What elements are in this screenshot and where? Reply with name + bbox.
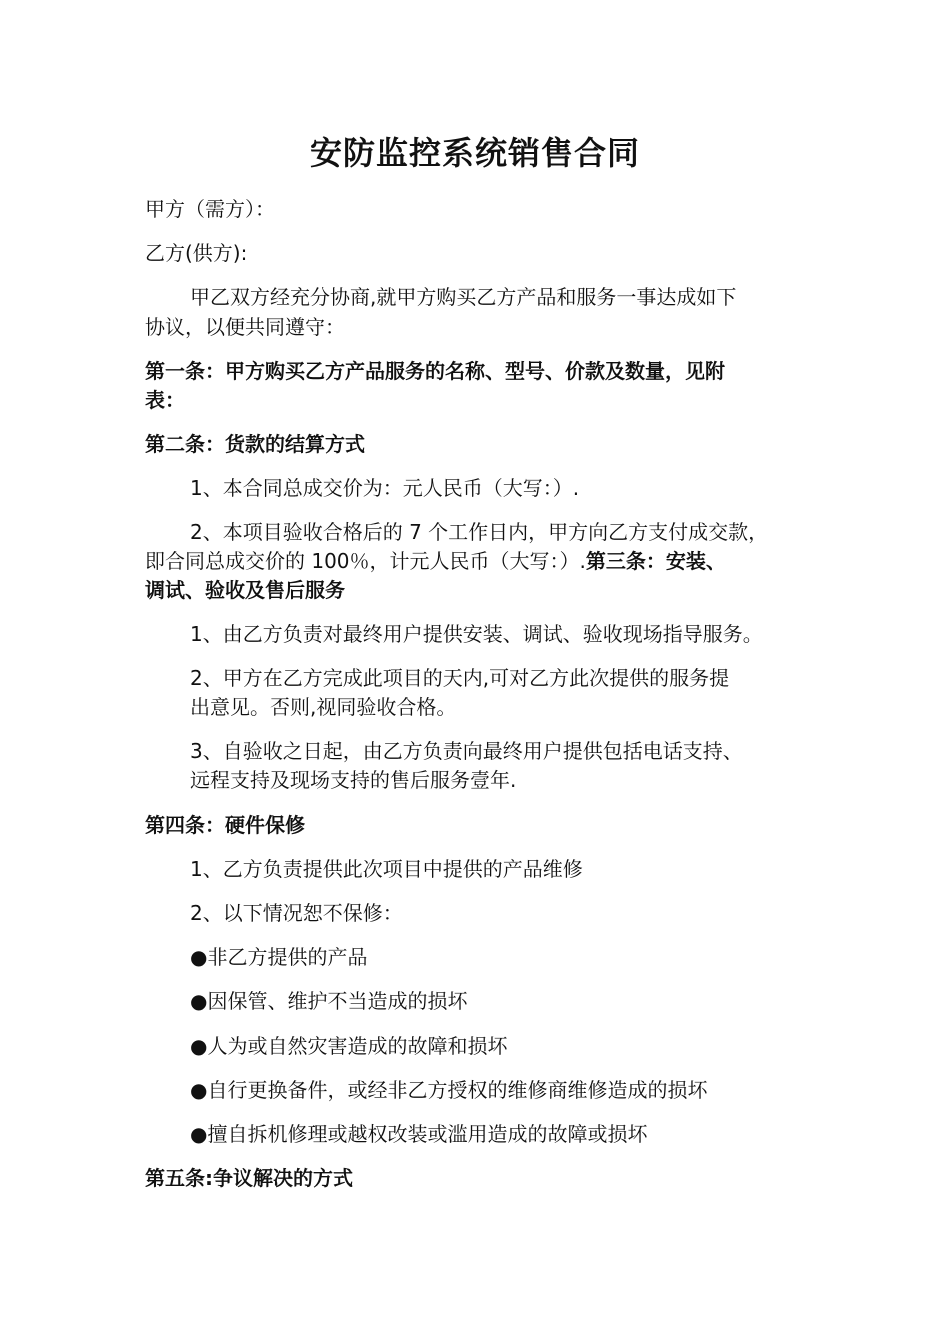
- bullet-item: ●自行更换备件，或经非乙方授权的维修商维修造成的损坏: [190, 1078, 708, 1102]
- article-5-heading: 第五条:争议解决的方式: [145, 1166, 353, 1190]
- article-4-item-2: 2、以下情况恕不保修：: [190, 901, 403, 925]
- article-1-line-1: 第一条：甲方购买乙方产品服务的名称、型号、价款及数量，见附: [145, 359, 725, 383]
- intro-line-1: 甲乙双方经充分协商,就甲方购买乙方产品和服务一事达成如下: [190, 285, 737, 309]
- article-3-heading-part-2: 调试、验收及售后服务: [145, 578, 345, 602]
- article-2-item-2-text: 即合同总成交价的 100％，计元人民币（大写：）.: [145, 549, 586, 573]
- article-2-heading: 第二条：货款的结算方式: [145, 432, 365, 456]
- bullet-item: ●人为或自然灾害造成的故障和损坏: [190, 1034, 508, 1058]
- article-3-item-1: 1、由乙方负责对最终用户提供安装、调试、验收现场指导服务。: [190, 622, 763, 646]
- article-4-item-1: 1、乙方负责提供此次项目中提供的产品维修: [190, 857, 583, 881]
- article-3-item-3-line-2: 远程支持及现场支持的售后服务壹年.: [190, 768, 517, 792]
- intro-line-2: 协议，以便共同遵守：: [145, 315, 345, 339]
- party-a-line: 甲方（需方）：: [145, 197, 275, 221]
- bullet-item: ●因保管、维护不当造成的损坏: [190, 989, 468, 1013]
- document-title: 安防监控系统销售合同: [309, 134, 640, 172]
- article-3-item-3-line-1: 3、自验收之日起，由乙方负责向最终用户提供包括电话支持、: [190, 739, 743, 763]
- party-b-line: 乙方(供方):: [145, 241, 248, 265]
- article-3-item-2-line-1: 2、甲方在乙方完成此项目的天内,可对乙方此次提供的服务提: [190, 666, 730, 690]
- article-2-item-1: 1、本合同总成交价为：元人民币（大写：）.: [190, 476, 580, 500]
- article-3-item-2-line-2: 出意见。否则,视同验收合格。: [190, 695, 457, 719]
- bullet-item: ●擅自拆机修理或越权改装或滥用造成的故障或损坏: [190, 1122, 648, 1146]
- article-2-item-2-line-1: 2、本项目验收合格后的 7 个工作日内，甲方向乙方支付成交款，: [190, 520, 769, 544]
- article-1-line-2: 表：: [145, 388, 185, 412]
- bullet-item: ●非乙方提供的产品: [190, 945, 368, 969]
- article-3-heading-part-1: 第三条：安装、: [585, 549, 726, 573]
- article-4-heading: 第四条：硬件保修: [145, 813, 305, 837]
